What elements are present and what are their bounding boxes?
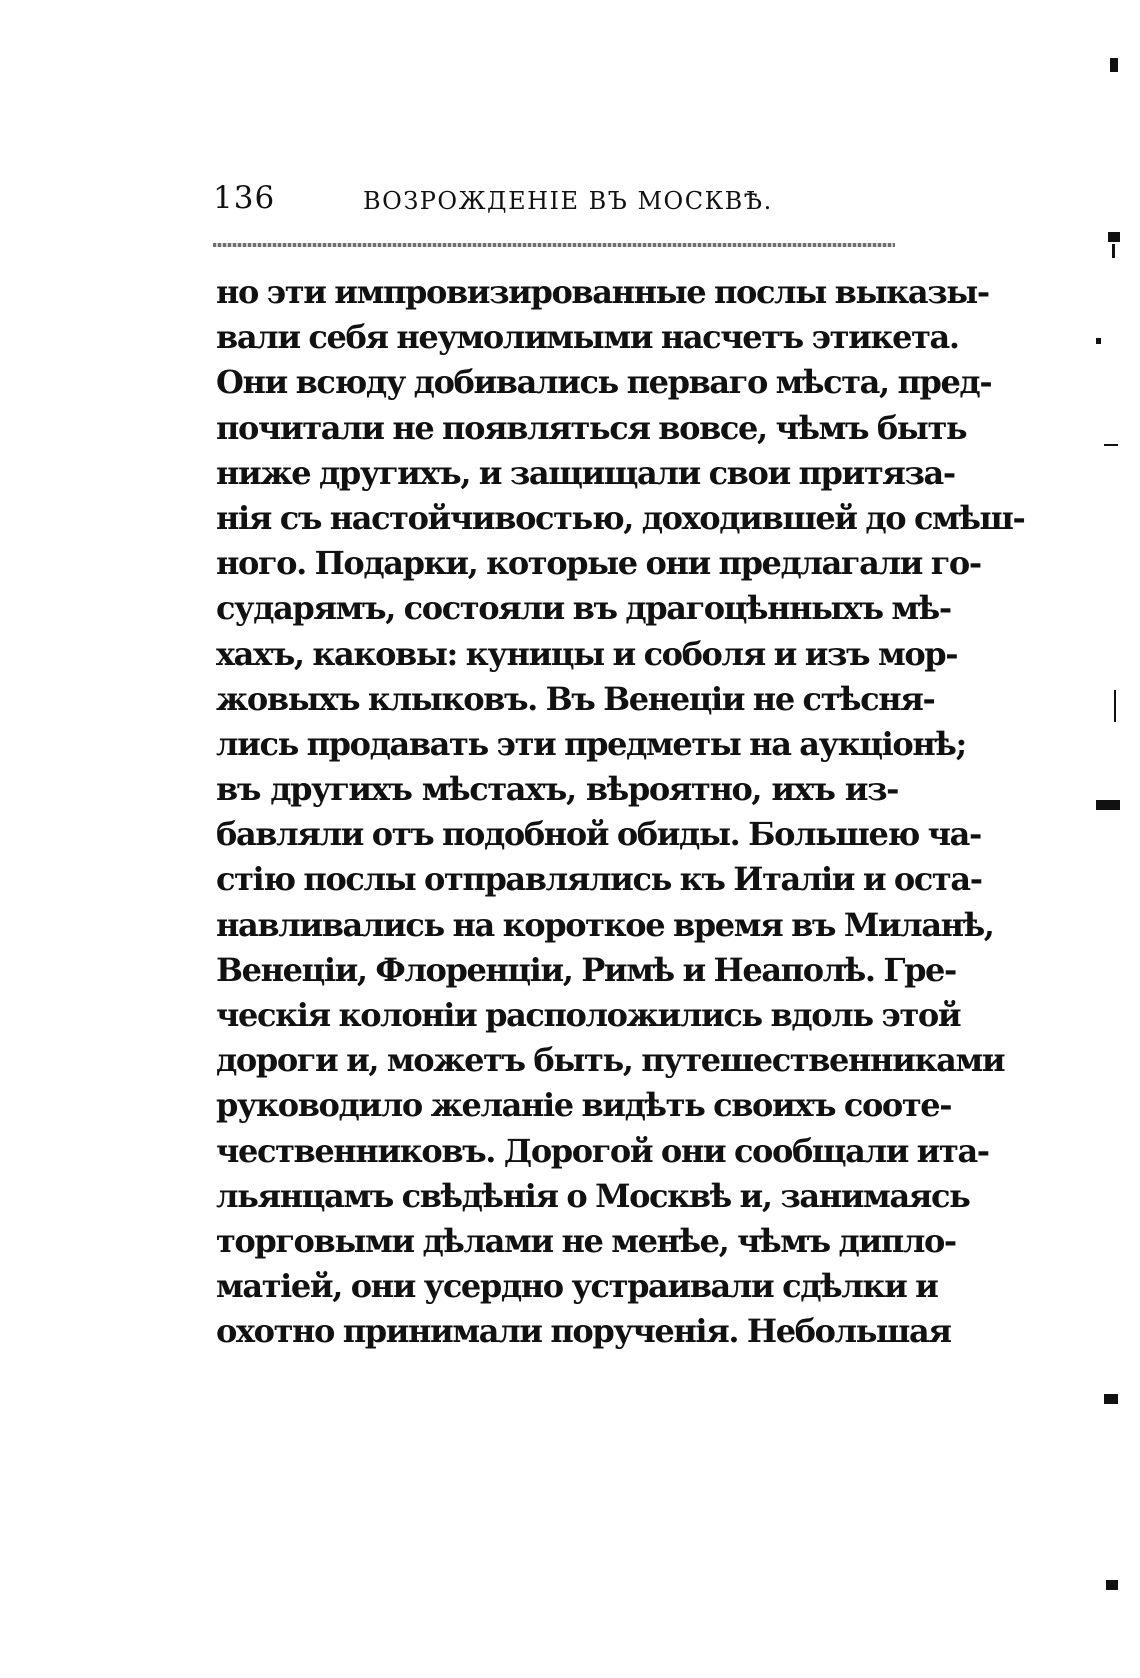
text-line: дороги и, можетъ быть, путешественниками (216, 1041, 1005, 1080)
text-line: торговыми дѣлами не менѣе, чѣмъ дипло- (216, 1221, 956, 1260)
scan-edge-mark (1110, 58, 1118, 72)
text-line: но эти импровизированные послы выказы- (216, 273, 989, 311)
scan-edge-mark (1096, 800, 1120, 810)
page-number: 136 (213, 180, 276, 216)
text-line: вали себя неумолимыми насчетъ этикета. (216, 318, 959, 357)
page-header (213, 178, 895, 224)
scan-edge-mark (1104, 444, 1118, 446)
text-line: ного. Подарки, которые они предлагали го- (216, 544, 981, 583)
text-line: нія съ настойчивостью, доходившей до смѣш- (216, 498, 1025, 537)
text-line: почитали не появляться вовсе, чѣмъ быть (216, 408, 967, 447)
scan-edge-mark (1114, 690, 1116, 722)
running-head: ВОЗРОЖДЕНІЕ ВЪ МОСКВѢ. (363, 187, 773, 215)
scan-edge-mark (1104, 1394, 1118, 1404)
scan-edge-mark (1106, 1580, 1118, 1590)
text-line: матіей, они усердно устраивали сдѣлки и (216, 1267, 938, 1306)
text-line: ческія колоніи расположились вдоль этой (216, 996, 961, 1034)
text-line: чественниковъ. Дорогой они сообщали ита- (216, 1131, 989, 1170)
text-line: Венеціи, Флоренціи, Римѣ и Неаполѣ. Гре- (216, 950, 956, 989)
text-line: лись продавать эти предметы на аукціонѣ; (216, 724, 966, 763)
text-line: охотно принимали порученія. Небольшая (216, 1312, 951, 1351)
body-text (216, 270, 1025, 1355)
text-line: хахъ, каковы: куницы и соболя и изъ мор- (216, 634, 958, 673)
text-line: стію послы отправлялись къ Италіи и оста- (216, 860, 982, 899)
text-line: навливались на короткое время въ Миланѣ, (216, 905, 994, 944)
text-line: ниже другихъ, и защищали свои притяза- (216, 453, 955, 492)
scan-edge-mark (1096, 338, 1101, 344)
text-line: въ другихъ мѣстахъ, вѣроятно, ихъ из- (216, 770, 898, 809)
text-line: бавляли отъ подобной обиды. Большею ча- (216, 815, 981, 854)
text-line: сударямъ, состояли въ драгоцѣнныхъ мѣ- (216, 589, 951, 628)
text-line: Они всюду добивались перваго мѣста, пред- (216, 363, 992, 402)
scan-edge-mark (1112, 244, 1115, 258)
scan-edge-mark (1108, 232, 1120, 242)
text-line: руководило желаніе видѣть своихъ сооте- (216, 1086, 952, 1125)
text-line: жовыхъ клыковъ. Въ Венеціи не стѣсня- (216, 679, 935, 718)
header-rule (213, 243, 895, 247)
text-line: льянцамъ свѣдѣнія о Москвѣ и, занимаясь (216, 1176, 970, 1215)
